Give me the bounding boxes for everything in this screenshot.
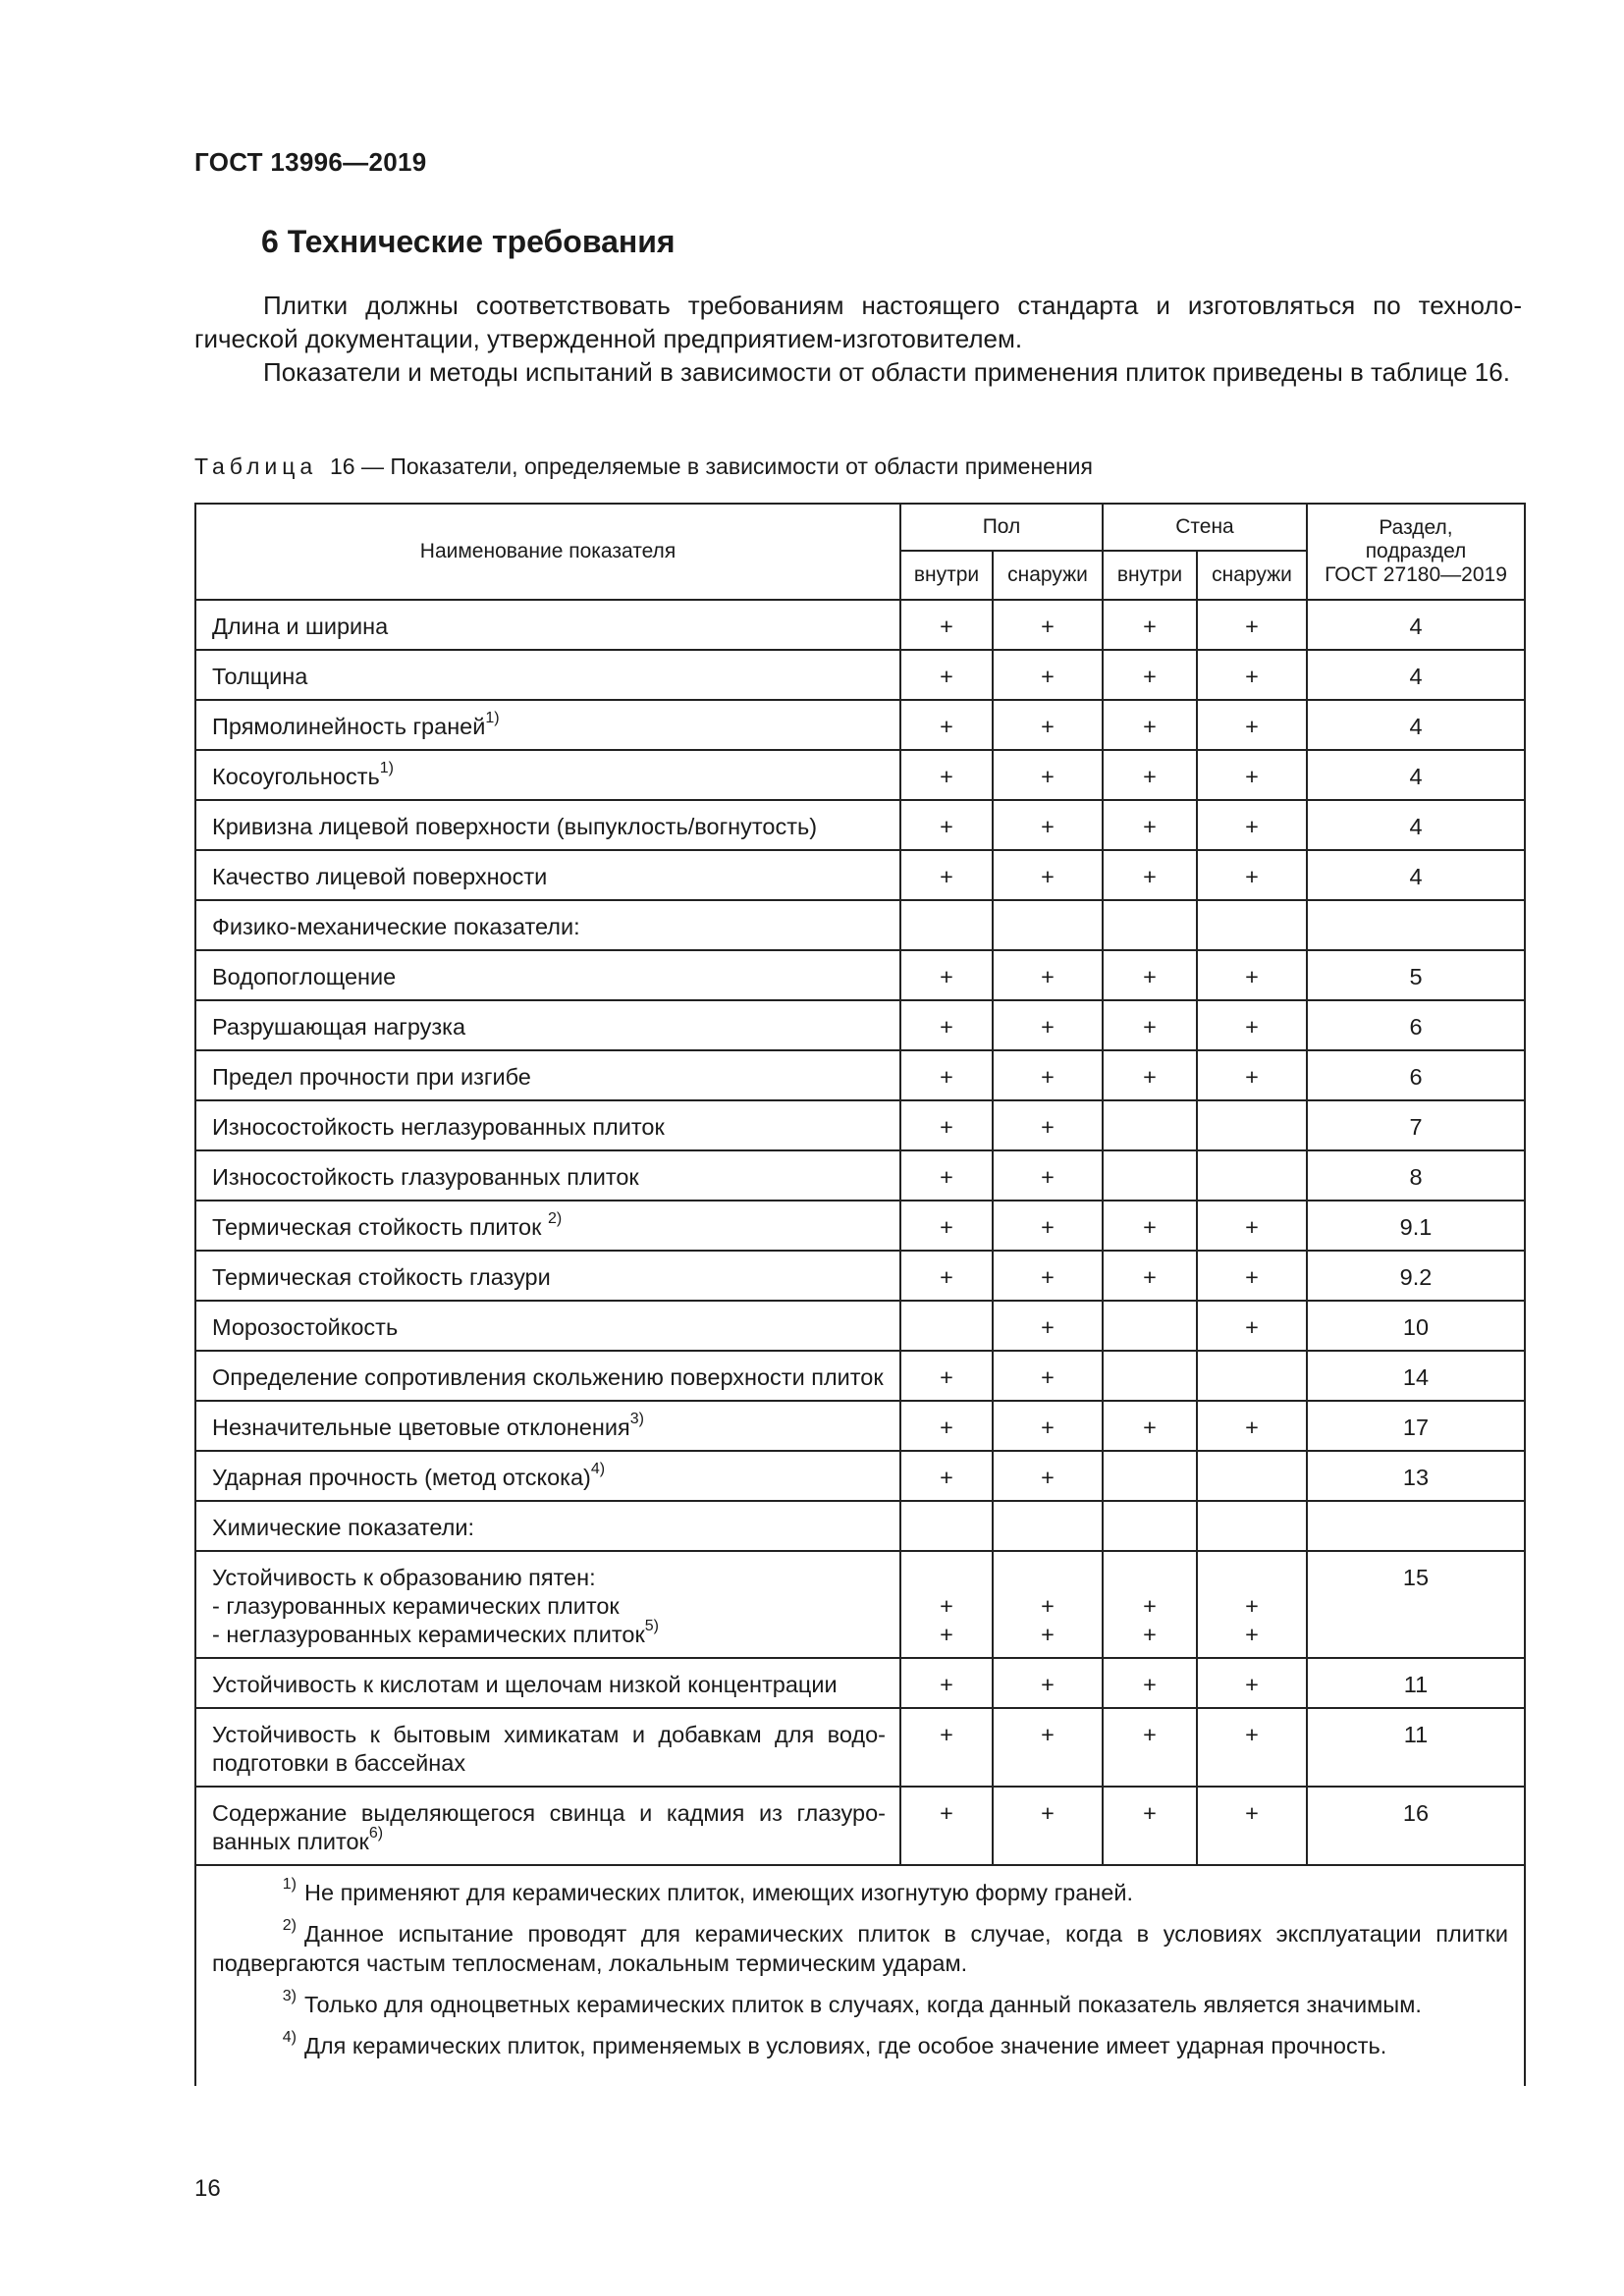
cell-floor-inside: + — [900, 1708, 993, 1787]
header-floor: Пол — [900, 504, 1103, 551]
footnote — [212, 1878, 1508, 1907]
cell-wall-inside — [1103, 1100, 1197, 1150]
cell-wall-outside — [1197, 900, 1307, 950]
footnote-number: 2) — [282, 1917, 297, 1935]
stain-line-3-text: - неглазурованных керамических плиток — [212, 1622, 645, 1647]
cell-name — [195, 900, 900, 950]
cell-wall-outside — [1197, 1351, 1307, 1401]
table-row — [195, 1351, 1525, 1401]
cell-wall-inside: + — [1103, 1000, 1197, 1050]
header-section-line3: ГОСТ 27180—2019 — [1325, 563, 1507, 586]
cell-wall-outside — [1197, 1551, 1307, 1658]
cell-section: 17 — [1307, 1401, 1525, 1451]
cell-wall-outside: + — [1197, 850, 1307, 900]
cell-floor-inside: + — [900, 1351, 993, 1401]
cell-floor-outside — [993, 900, 1103, 950]
table-row — [195, 850, 1525, 900]
table-row — [195, 650, 1525, 700]
cell-wall-outside: + — [1197, 1787, 1307, 1865]
mark-plus: + — [940, 1593, 953, 1619]
cell-floor-inside: + — [900, 1201, 993, 1251]
cell-wall-outside: + — [1197, 1401, 1307, 1451]
cell-floor-outside: + — [993, 1301, 1103, 1351]
indicator-name: Износостойкость глазурованных плиток — [212, 1164, 639, 1190]
table-row — [195, 900, 1525, 950]
table-row — [195, 1501, 1525, 1551]
header-floor-inside: внутри — [900, 551, 993, 600]
paragraph-1-text: Плитки должны соответствовать требованиям настоящего стандарта и изготовляться по технологической документации, утвержденной предприятием-изготовителем. — [194, 291, 1522, 353]
cell-wall-inside: + — [1103, 1658, 1197, 1708]
table-row — [195, 1787, 1525, 1865]
cell-section: 6 — [1307, 1000, 1525, 1050]
cell-name — [195, 1658, 900, 1708]
indicator-name: Толщина — [212, 664, 308, 689]
cell-wall-outside: + — [1197, 750, 1307, 800]
cell-wall-outside: + — [1197, 1301, 1307, 1351]
cell-floor-outside: + — [993, 1708, 1103, 1787]
cell-floor-inside: + — [900, 1401, 993, 1451]
footnote-ref: 1) — [379, 760, 394, 777]
footnote — [212, 1919, 1508, 1978]
cell-floor-inside: + — [900, 1787, 993, 1865]
cell-floor-outside — [993, 1501, 1103, 1551]
cell-section — [1307, 1501, 1525, 1551]
standard-id: ГОСТ 13996—2019 — [194, 147, 427, 177]
cell-wall-outside: + — [1197, 1708, 1307, 1787]
section-title: 6 Технические требования — [261, 224, 676, 259]
cell-name — [195, 1150, 900, 1201]
cell-wall-outside: + — [1197, 600, 1307, 650]
table-row — [195, 1050, 1525, 1100]
cell-floor-inside — [900, 1551, 993, 1658]
footnote-mark — [212, 1878, 304, 1907]
cell-wall-outside: + — [1197, 1000, 1307, 1050]
cell-floor-outside: + — [993, 1251, 1103, 1301]
footnote-text: Не применяют для керамических плиток, имеющих изогнутую форму граней. — [304, 1880, 1134, 1905]
header-section-line2: подраздел — [1365, 540, 1467, 562]
cell-wall-outside — [1197, 1451, 1307, 1501]
cell-wall-inside: + — [1103, 1401, 1197, 1451]
indicator-name: Предел прочности при изгибе — [212, 1064, 531, 1090]
cell-wall-inside: + — [1103, 950, 1197, 1000]
cell-wall-inside — [1103, 1351, 1197, 1401]
cell-section: 4 — [1307, 650, 1525, 700]
cell-wall-outside: + — [1197, 1658, 1307, 1708]
page-number: 16 — [194, 2175, 221, 2202]
table-row — [195, 600, 1525, 650]
cell-floor-inside: + — [900, 950, 993, 1000]
cell-floor-inside: + — [900, 1658, 993, 1708]
table-notes-row — [195, 1865, 1525, 2086]
table-row — [195, 1301, 1525, 1351]
header-wall-inside: внутри — [1103, 551, 1197, 600]
cell-wall-outside: + — [1197, 700, 1307, 750]
footnote-mark — [212, 1990, 304, 2019]
cell-wall-inside: + — [1103, 1708, 1197, 1787]
cell-floor-inside: + — [900, 800, 993, 850]
cell-wall-inside: + — [1103, 1050, 1197, 1100]
indicator-name: Прямолинейность граней — [212, 714, 486, 739]
cell-name — [195, 700, 900, 750]
cell-floor-outside: + — [993, 1150, 1103, 1201]
cell-name — [195, 1100, 900, 1150]
header-section-line1: Раздел, — [1379, 516, 1453, 539]
mark-plus: + — [1143, 1622, 1157, 1647]
table-row — [195, 1100, 1525, 1150]
footnote-number: 4) — [282, 2029, 297, 2047]
mark-plus: + — [1245, 1593, 1259, 1619]
table-row — [195, 1708, 1525, 1787]
cell-wall-inside: + — [1103, 650, 1197, 700]
cell-wall-inside: + — [1103, 750, 1197, 800]
cell-name — [195, 1401, 900, 1451]
cell-section: 7 — [1307, 1100, 1525, 1150]
cell-wall-outside: + — [1197, 1251, 1307, 1301]
cell-wall-inside — [1103, 1501, 1197, 1551]
header-section — [1307, 504, 1525, 600]
cell-floor-outside: + — [993, 950, 1103, 1000]
cell-section: 9.1 — [1307, 1201, 1525, 1251]
table-row — [195, 1251, 1525, 1301]
footnote-mark — [212, 1919, 304, 1949]
indicator-name: Физико-механические показатели: — [212, 914, 580, 939]
cell-wall-outside — [1197, 1150, 1307, 1201]
cell-floor-outside: + — [993, 700, 1103, 750]
table-header-row — [195, 504, 1525, 551]
cell-section: 14 — [1307, 1351, 1525, 1401]
table-caption-text: 16 — Показатели, определяемые в зависимости от области применения — [329, 454, 1093, 479]
table-row — [195, 1401, 1525, 1451]
cell-name — [195, 1708, 900, 1787]
stain-line-1: Устойчивость к образованию пятен: — [212, 1565, 596, 1590]
cell-wall-inside: + — [1103, 1251, 1197, 1301]
cell-wall-outside — [1197, 1501, 1307, 1551]
table-row — [195, 1150, 1525, 1201]
indicator-name: Водопоглощение — [212, 964, 397, 989]
cell-floor-inside: + — [900, 1451, 993, 1501]
cell-name — [195, 1000, 900, 1050]
cell-wall-inside: + — [1103, 700, 1197, 750]
cell-section: 6 — [1307, 1050, 1525, 1100]
indicator-name: Термическая стойкость плиток — [212, 1214, 548, 1240]
mark-plus: + — [1143, 1593, 1157, 1619]
cell-name — [195, 850, 900, 900]
stain-line-3 — [212, 1618, 886, 1649]
header-name: Наименование показателя — [195, 504, 900, 600]
cell-floor-outside: + — [993, 1351, 1103, 1401]
cell-name — [195, 1351, 900, 1401]
cell-wall-outside: + — [1197, 1050, 1307, 1100]
indicator-name: Разрушающая нагрузка — [212, 1014, 466, 1040]
mark-plus: + — [1245, 1622, 1259, 1647]
cell-floor-outside: + — [993, 1100, 1103, 1150]
stain-line-2: - глазурованных керамических плиток — [212, 1593, 620, 1619]
footnote-ref: 3) — [629, 1411, 644, 1428]
footnote-text: Данное испытание проводят для керамических плиток в случае, когда в условиях эксплуатации плитки подвергаются частым теплосменам, локальным термическим ударам. — [212, 1921, 1508, 1976]
cell-section: 16 — [1307, 1787, 1525, 1865]
cell-wall-inside: + — [1103, 1201, 1197, 1251]
cell-wall-outside: + — [1197, 1201, 1307, 1251]
table-row — [195, 750, 1525, 800]
cell-name — [195, 1301, 900, 1351]
table-row — [195, 1201, 1525, 1251]
cell-wall-inside: + — [1103, 600, 1197, 650]
indicators-table — [194, 503, 1526, 2086]
cell-name — [195, 1251, 900, 1301]
cell-floor-outside: + — [993, 650, 1103, 700]
cell-floor-outside: + — [993, 1201, 1103, 1251]
cell-name — [195, 1201, 900, 1251]
indicator-name: Определение сопротивления скольжению поверхности плиток — [212, 1364, 884, 1390]
cell-floor-inside: + — [900, 650, 993, 700]
indicator-name: Ударная прочность (метод отскока) — [212, 1465, 591, 1490]
cell-wall-inside — [1103, 1551, 1197, 1658]
cell-section: 11 — [1307, 1708, 1525, 1787]
table-row — [195, 1000, 1525, 1050]
table-row — [195, 950, 1525, 1000]
table-notes — [195, 1865, 1525, 2086]
cell-floor-outside: + — [993, 1451, 1103, 1501]
paragraph-2 — [194, 355, 1522, 389]
indicator-name: Устойчивость к кислотам и щелочам низкой концентрации — [212, 1672, 838, 1697]
footnote-mark — [212, 2031, 304, 2060]
indicator-name: Износостойкость неглазурованных плиток — [212, 1114, 665, 1140]
table-row — [195, 800, 1525, 850]
cell-wall-inside — [1103, 1301, 1197, 1351]
table-body — [195, 600, 1525, 2086]
cell-floor-outside: + — [993, 600, 1103, 650]
table-row — [195, 700, 1525, 750]
cell-floor-outside: + — [993, 1787, 1103, 1865]
cell-section: 13 — [1307, 1451, 1525, 1501]
cell-floor-inside: + — [900, 600, 993, 650]
cell-wall-outside: + — [1197, 950, 1307, 1000]
header-floor-outside: снаружи — [993, 551, 1103, 600]
cell-wall-outside — [1197, 1100, 1307, 1150]
cell-floor-inside: + — [900, 1251, 993, 1301]
cell-floor-inside: + — [900, 1000, 993, 1050]
cell-name — [195, 950, 900, 1000]
paragraph-1 — [194, 289, 1522, 355]
cell-floor-outside: + — [993, 1050, 1103, 1100]
mark-plus: + — [940, 1622, 953, 1647]
cell-floor-inside: + — [900, 1150, 993, 1201]
cell-wall-inside: + — [1103, 800, 1197, 850]
cell-wall-inside: + — [1103, 1787, 1197, 1865]
cell-name — [195, 1501, 900, 1551]
header-wall-outside: снаружи — [1197, 551, 1307, 600]
indicator-name: Химические показатели: — [212, 1515, 475, 1540]
cell-section: 9.2 — [1307, 1251, 1525, 1301]
cell-wall-outside: + — [1197, 800, 1307, 850]
cell-section: 8 — [1307, 1150, 1525, 1201]
table-row-stains — [195, 1551, 1525, 1658]
footnote-text: Для керамических плиток, применяемых в условиях, где особое значение имеет ударная прочность. — [304, 2033, 1387, 2058]
cell-floor-outside: + — [993, 1000, 1103, 1050]
cell-floor-outside: + — [993, 1401, 1103, 1451]
cell-floor-inside: + — [900, 1100, 993, 1150]
footnote — [212, 2031, 1508, 2060]
mark-plus: + — [1041, 1622, 1055, 1647]
cell-floor-outside: + — [993, 800, 1103, 850]
cell-section: 15 — [1307, 1551, 1525, 1658]
cell-floor-outside: + — [993, 1658, 1103, 1708]
table-caption-label: Таблица — [194, 454, 318, 479]
footnote-ref: 1) — [485, 710, 500, 727]
cell-floor-inside — [900, 1501, 993, 1551]
table-row — [195, 1451, 1525, 1501]
footnote-ref: 2) — [547, 1210, 563, 1228]
footnote — [212, 1990, 1508, 2019]
indicator-name: Устойчивость к бытовым химикатам и добавкам для водоподготовки в бассейнах — [212, 1722, 886, 1776]
cell-wall-inside: + — [1103, 850, 1197, 900]
cell-wall-inside — [1103, 1150, 1197, 1201]
indicator-name: Косоугольность — [212, 764, 380, 789]
footnote-ref: 6) — [368, 1825, 384, 1842]
indicator-name: Морозостойкость — [212, 1314, 399, 1340]
mark-plus: + — [1041, 1593, 1055, 1619]
cell-wall-inside — [1103, 1451, 1197, 1501]
cell-floor-outside: + — [993, 850, 1103, 900]
cell-name — [195, 750, 900, 800]
table-caption — [194, 454, 1093, 480]
cell-wall-inside — [1103, 900, 1197, 950]
footnote-number: 3) — [282, 1988, 297, 2005]
paragraph-2-text: Показатели и методы испытаний в зависимости от области применения плиток приведены в таблице 16. — [263, 357, 1510, 387]
cell-floor-inside: + — [900, 1050, 993, 1100]
cell-section: 4 — [1307, 800, 1525, 850]
cell-floor-inside: + — [900, 700, 993, 750]
cell-floor-inside — [900, 1301, 993, 1351]
cell-section: 11 — [1307, 1658, 1525, 1708]
cell-floor-inside: + — [900, 750, 993, 800]
cell-name — [195, 800, 900, 850]
cell-section: 10 — [1307, 1301, 1525, 1351]
indicator-name: Термическая стойкость глазури — [212, 1264, 551, 1290]
footnote-text: Только для одноцветных керамических плиток в случаях, когда данный показатель является значимым. — [304, 1992, 1422, 2017]
indicator-name: Качество лицевой поверхности — [212, 864, 548, 889]
cell-section: 4 — [1307, 700, 1525, 750]
cell-section: 4 — [1307, 600, 1525, 650]
footnote-number: 1) — [282, 1876, 297, 1894]
cell-name — [195, 1787, 900, 1865]
cell-name — [195, 1451, 900, 1501]
cell-section: 4 — [1307, 850, 1525, 900]
cell-section: 4 — [1307, 750, 1525, 800]
table-row — [195, 1658, 1525, 1708]
indicator-name: Содержание выделяющегося свинца и кадмия из глазурованных плиток — [212, 1800, 886, 1854]
cell-floor-outside — [993, 1551, 1103, 1658]
cell-name — [195, 600, 900, 650]
footnote-ref: 4) — [590, 1461, 606, 1478]
indicator-name: Длина и ширина — [212, 614, 389, 639]
header-wall: Стена — [1103, 504, 1307, 551]
footnote-ref: 5) — [644, 1618, 659, 1635]
cell-floor-inside: + — [900, 850, 993, 900]
indicator-name: Незначительные цветовые отклонения — [212, 1415, 630, 1440]
cell-name — [195, 1551, 900, 1658]
cell-wall-outside: + — [1197, 650, 1307, 700]
cell-floor-outside: + — [993, 750, 1103, 800]
cell-name — [195, 1050, 900, 1100]
cell-section: 5 — [1307, 950, 1525, 1000]
cell-section — [1307, 900, 1525, 950]
cell-floor-inside — [900, 900, 993, 950]
cell-name — [195, 650, 900, 700]
indicator-name: Кривизна лицевой поверхности (выпуклость/вогнутость) — [212, 814, 818, 839]
